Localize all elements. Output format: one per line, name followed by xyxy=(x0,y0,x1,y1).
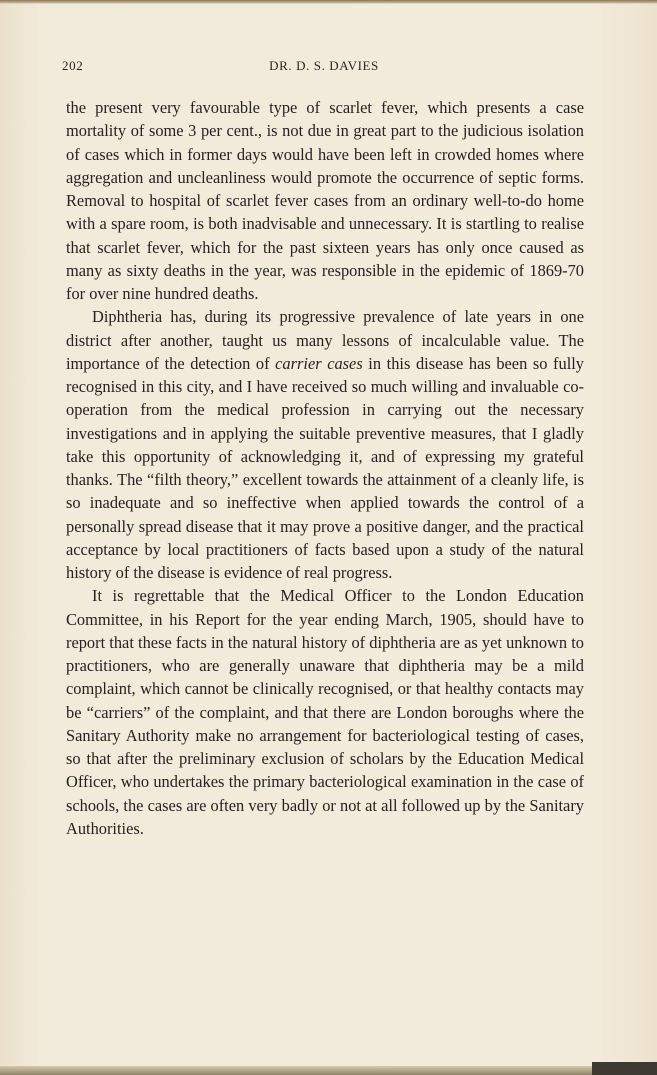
body-text xyxy=(66,96,584,840)
top-edge-rule xyxy=(0,0,657,4)
paragraph-scarlet-fever: the present very favourable type of scarlet fever, which presents a case mortality of some 3 per cent., is not due in great part to the judicious isolation of cases which in former days would have been left in crowded homes where aggregation and uncleanliness would promote the occurrence of septic forms. Removal to hospital of scarlet fever cases from an ordinary well-to-do home with a spare room, is both inadvisable and unnecessary. It is startling to realise that scarlet fever, which for the past sixteen years has only once caused as many as sixty deaths in the year, was responsible in the epidemic of 1869-70 for over nine hundred deaths. xyxy=(66,98,584,303)
bottom-corner-shadow xyxy=(592,1062,657,1075)
paragraph-london-education: It is regrettable that the Medical Officer to the London Education Committee, in his Report for the year ending March, 1905, should have to report that these facts in the natural history of diphtheria are as yet unknown to practitioners, who are generally unaware that diphtheria may be a mild complaint, which cannot be clinically recognised, or that healthy contacts may be “carriers” of the complaint, and that there are London boroughs where the Sanitary Authority make no arrangement for bacteriological testing of cases, so that after the preliminary exclusion of scholars by the Education Medical Officer, who undertakes the primary bacteriological examination in the case of schools, the cases are often very badly or not at all followed up by the Sanitary Authorities. xyxy=(66,586,584,838)
paragraph-diphtheria-start: Diphtheria has, during its progressive prevalence of late years in one district after another, taught us many lessons of incalculable value. The importance of the detection of xyxy=(66,307,584,373)
bottom-page-edge xyxy=(0,1066,657,1075)
page-number: 202 xyxy=(62,58,84,73)
italic-carrier-cases: carrier cases xyxy=(275,353,363,373)
page-header xyxy=(62,58,586,78)
running-head: DR. D. S. DAVIES xyxy=(269,58,379,73)
paragraph-diphtheria xyxy=(66,305,584,584)
paragraph-diphtheria-end: in this disease has been so fully recognised in this city, and I have received so much willing and invaluable co-operation from the medical profession in carrying out the necessary investigations and in applying the suitable preventive measures, that I gladly take this opportunity of acknowledging it, and of expressing my grateful thanks. The “filth theory,” excellent towards the attainment of a cleanly life, is so inadequate and so ineffective when applied towards the control of a personally spread disease that it may prove a positive danger, and the practical acceptance by local practitioners of facts based upon a study of the natural history of the disease is evidence of real progress. xyxy=(66,353,585,582)
